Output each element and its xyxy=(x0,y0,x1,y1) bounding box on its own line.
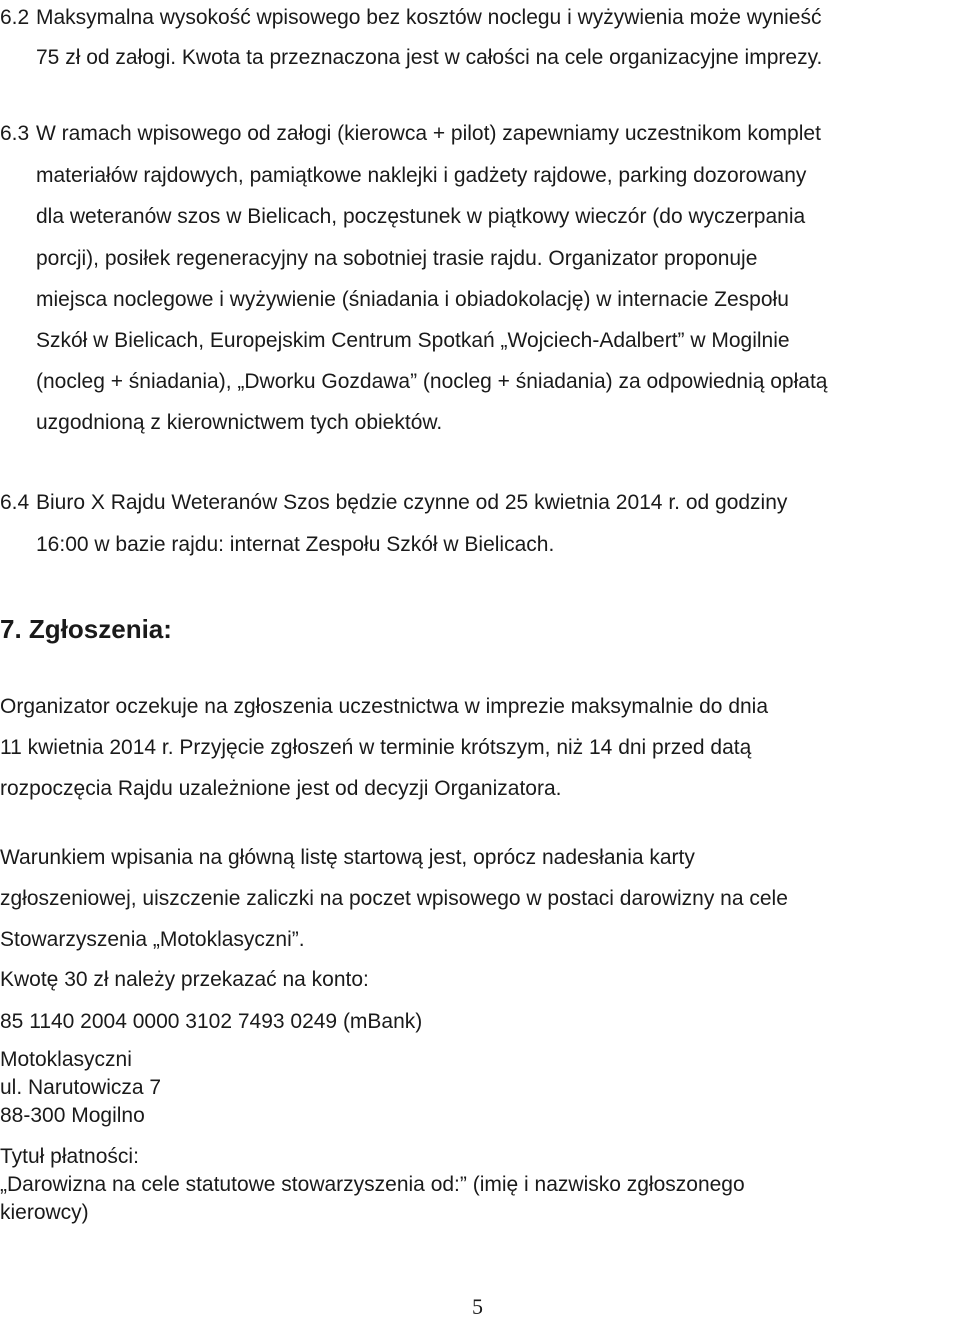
text-line: miejsca noclegowe i wyżywienie (śniadania i obiadokolację) w internacie Zespołu xyxy=(36,288,789,311)
text-line: uzgodnioną z kierownictwem tych obiektów. xyxy=(36,411,443,434)
text-line: porcji), posiłek regeneracyjny na sobotniej trasie rajdu. Organizator proponuje xyxy=(36,247,758,270)
text-line: 16:00 w bazie rajdu: internat Zespołu Szkół w Bielicach. xyxy=(36,533,555,556)
text-line: (nocleg + śniadania), „Dworku Gozdawa” (nocleg + śniadania) za odpowiednią opłatą xyxy=(36,370,828,393)
text-line: Stowarzyszenia „Motoklasyczni”. xyxy=(0,928,305,951)
text-line: rozpoczęcia Rajdu uzależnione jest od decyzji Organizatora. xyxy=(0,777,562,800)
address-line: ul. Narutowicza 7 xyxy=(0,1076,162,1099)
bank-account: 85 1140 2004 0000 3102 7493 0249 (mBank) xyxy=(0,1010,423,1033)
text-line: Organizator oczekuje na zgłoszenia uczestnictwa w imprezie maksymalnie do dnia xyxy=(0,695,769,718)
address-line: 88-300 Mogilno xyxy=(0,1104,145,1127)
text-line: 11 kwietnia 2014 r. Przyjęcie zgłoszeń w terminie krótszym, niż 14 dni przed datą xyxy=(0,736,752,759)
page-number: 5 xyxy=(472,1294,483,1319)
section-number: 6.2 xyxy=(0,6,30,29)
section-number: 6.4 xyxy=(0,491,30,514)
payment-title-line: „Darowizna na cele statutowe stowarzyszenia od:” (imię i nazwisko zgłoszonego xyxy=(0,1173,745,1196)
text-line: Szkół w Bielicach, Europejskim Centrum Spotkań „Wojciech-Adalbert” w Mogilnie xyxy=(36,329,790,352)
text-line: Biuro X Rajdu Weteranów Szos będzie czynne od 25 kwietnia 2014 r. od godziny xyxy=(36,491,788,514)
text-line: W ramach wpisowego od załogi (kierowca + pilot) zapewniamy uczestnikom komplet xyxy=(36,122,821,145)
section-heading: 7. Zgłoszenia: xyxy=(0,614,172,644)
text-line: Maksymalna wysokość wpisowego bez kosztów noclegu i wyżywienia może wynieść xyxy=(36,6,822,29)
address-line: Motoklasyczni xyxy=(0,1048,132,1071)
text-line: Warunkiem wpisania na główną listę startową jest, oprócz nadesłania karty xyxy=(0,846,695,869)
section-number: 6.3 xyxy=(0,122,30,145)
text-line: zgłoszeniowej, uiszczenie zaliczki na poczet wpisowego w postaci darowizny na cele xyxy=(0,887,788,910)
text-line: 75 zł od załogi. Kwota ta przeznaczona jest w całości na cele organizacyjne imprezy. xyxy=(36,46,823,69)
amount-line: Kwotę 30 zł należy przekazać na konto: xyxy=(0,968,369,991)
text-line: dla weteranów szos w Bielicach, poczęstunek w piątkowy wieczór (do wyczerpania xyxy=(36,205,806,228)
payment-title-line: kierowcy) xyxy=(0,1201,89,1224)
payment-title-label: Tytuł płatności: xyxy=(0,1145,139,1168)
text-line: materiałów rajdowych, pamiątkowe naklejki i gadżety rajdowe, parking dozorowany xyxy=(36,164,807,187)
